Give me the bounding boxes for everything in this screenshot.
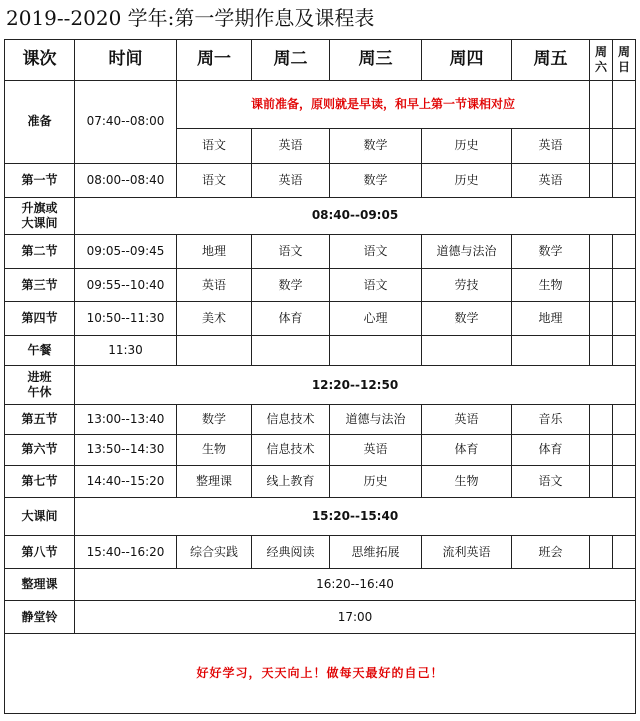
period-label: 第七节 xyxy=(5,465,75,497)
cell-empty xyxy=(590,536,613,568)
noon-label xyxy=(5,366,75,405)
subject-cell: 信息技术 xyxy=(252,435,330,465)
period-row xyxy=(5,302,636,335)
tidy-label: 整理课 xyxy=(5,568,75,600)
subject-cell: 语文 xyxy=(330,269,422,302)
subject-cell: 数学 xyxy=(330,163,422,197)
big-break-label: 大课间 xyxy=(5,497,75,536)
cell-empty xyxy=(177,335,252,365)
subject-cell: 综合实践 xyxy=(177,536,252,568)
period-label: 第六节 xyxy=(5,435,75,465)
period-time: 10:50--11:30 xyxy=(75,302,177,335)
subject-cell: 语文 xyxy=(177,129,252,163)
cell-empty xyxy=(590,163,613,197)
lunch-label: 午餐 xyxy=(5,335,75,365)
period-row xyxy=(5,269,636,302)
period-time: 13:50--14:30 xyxy=(75,435,177,465)
period-row xyxy=(5,435,636,465)
header-thu: 周四 xyxy=(422,40,512,81)
prep-label: 准备 xyxy=(5,80,75,163)
cell-empty xyxy=(613,404,636,434)
period-row xyxy=(5,465,636,497)
subject-cell: 线上教育 xyxy=(252,465,330,497)
cell-empty xyxy=(590,129,613,163)
subject-cell: 地理 xyxy=(512,302,590,335)
cell-empty xyxy=(590,335,613,365)
subject-cell: 生物 xyxy=(422,465,512,497)
cell-empty xyxy=(590,269,613,302)
noon-time: 12:20--12:50 xyxy=(75,366,636,405)
cell-empty xyxy=(590,80,613,129)
cell-empty xyxy=(613,269,636,302)
cell-empty xyxy=(330,335,422,365)
subject-cell: 体育 xyxy=(512,435,590,465)
period-label: 第四节 xyxy=(5,302,75,335)
subject-cell: 道德与法治 xyxy=(330,404,422,434)
period-time: 13:00--13:40 xyxy=(75,404,177,434)
period-label: 第一节 xyxy=(5,163,75,197)
flag-break-row xyxy=(5,198,636,234)
subject-cell: 体育 xyxy=(422,435,512,465)
cell-empty xyxy=(590,404,613,434)
cell-empty xyxy=(613,302,636,335)
tidy-time: 16:20--16:40 xyxy=(75,568,636,600)
big-break-time: 15:20--15:40 xyxy=(75,497,636,536)
subject-cell: 体育 xyxy=(252,302,330,335)
period-time: 09:55--10:40 xyxy=(75,269,177,302)
period-time: 09:05--09:45 xyxy=(75,234,177,268)
cell-empty xyxy=(590,465,613,497)
subject-cell: 生物 xyxy=(512,269,590,302)
period-time: 14:40--15:20 xyxy=(75,465,177,497)
period-row xyxy=(5,536,636,568)
cell-empty xyxy=(613,163,636,197)
header-sat-label: 周 六 xyxy=(594,45,607,74)
quiet-row xyxy=(5,601,636,633)
subject-cell: 英语 xyxy=(512,129,590,163)
subject-cell: 经典阅读 xyxy=(252,536,330,568)
header-mon: 周一 xyxy=(177,40,252,81)
subject-cell: 英语 xyxy=(177,269,252,302)
subject-cell: 心理 xyxy=(330,302,422,335)
subject-cell: 英语 xyxy=(252,163,330,197)
subject-cell: 音乐 xyxy=(512,404,590,434)
header-sun xyxy=(613,40,636,81)
header-lesson: 课次 xyxy=(5,40,75,81)
subject-cell: 数学 xyxy=(422,302,512,335)
period-row xyxy=(5,163,636,197)
noon-label-text: 进班 午休 xyxy=(27,370,52,400)
quiet-time: 17:00 xyxy=(75,601,636,633)
subject-cell: 整理课 xyxy=(177,465,252,497)
subject-cell: 道德与法治 xyxy=(422,234,512,268)
subject-cell: 思维拓展 xyxy=(330,536,422,568)
subject-cell: 数学 xyxy=(512,234,590,268)
flag-break-label xyxy=(5,198,75,234)
subject-cell: 地理 xyxy=(177,234,252,268)
cell-empty xyxy=(613,234,636,268)
prep-time: 07:40--08:00 xyxy=(75,80,177,163)
schedule-table xyxy=(4,39,636,714)
subject-cell: 历史 xyxy=(422,129,512,163)
subject-cell: 语文 xyxy=(512,465,590,497)
big-break-row xyxy=(5,497,636,536)
header-time: 时间 xyxy=(75,40,177,81)
header-sat xyxy=(590,40,613,81)
subject-cell: 语文 xyxy=(252,234,330,268)
subject-cell: 劳技 xyxy=(422,269,512,302)
flag-break-label-text: 升旗或 大课间 xyxy=(21,200,58,230)
subject-cell: 语文 xyxy=(177,163,252,197)
cell-empty xyxy=(613,129,636,163)
cell-empty xyxy=(613,435,636,465)
header-tue: 周二 xyxy=(252,40,330,81)
subject-cell: 美术 xyxy=(177,302,252,335)
cell-empty xyxy=(422,335,512,365)
motto-text: 好好学习，天天向上！做每天最好的自己！ xyxy=(5,633,636,713)
subject-cell: 历史 xyxy=(422,163,512,197)
subject-cell: 英语 xyxy=(512,163,590,197)
subject-cell: 历史 xyxy=(330,465,422,497)
cell-empty xyxy=(613,465,636,497)
subject-cell: 英语 xyxy=(252,129,330,163)
subject-cell: 英语 xyxy=(330,435,422,465)
subject-cell: 信息技术 xyxy=(252,404,330,434)
subject-cell: 数学 xyxy=(177,404,252,434)
subject-cell: 语文 xyxy=(330,234,422,268)
quiet-label: 静堂铃 xyxy=(5,601,75,633)
subject-cell: 英语 xyxy=(422,404,512,434)
subject-cell: 班会 xyxy=(512,536,590,568)
subject-cell: 数学 xyxy=(330,129,422,163)
page-title: 2019--2020 学年:第一学期作息及课程表 xyxy=(6,6,375,30)
period-time: 15:40--16:20 xyxy=(75,536,177,568)
period-label: 第二节 xyxy=(5,234,75,268)
lunch-row xyxy=(5,335,636,365)
noon-row xyxy=(5,366,636,405)
cell-empty xyxy=(590,302,613,335)
motto-row xyxy=(5,633,636,713)
period-label: 第五节 xyxy=(5,404,75,434)
prep-row xyxy=(5,80,636,129)
period-row xyxy=(5,234,636,268)
period-label: 第八节 xyxy=(5,536,75,568)
header-sun-label: 周 日 xyxy=(617,45,630,74)
header-row xyxy=(5,40,636,81)
subject-cell: 流利英语 xyxy=(422,536,512,568)
period-time: 08:00--08:40 xyxy=(75,163,177,197)
header-fri: 周五 xyxy=(512,40,590,81)
subject-cell: 数学 xyxy=(252,269,330,302)
prep-note: 课前准备，原则就是早读，和早上第一节课相对应 xyxy=(177,80,590,129)
tidy-row xyxy=(5,568,636,600)
cell-empty xyxy=(590,435,613,465)
cell-empty xyxy=(613,536,636,568)
cell-empty xyxy=(590,234,613,268)
period-label: 第三节 xyxy=(5,269,75,302)
cell-empty xyxy=(613,335,636,365)
lunch-time: 11:30 xyxy=(75,335,177,365)
cell-empty xyxy=(252,335,330,365)
period-row xyxy=(5,404,636,434)
subject-cell: 生物 xyxy=(177,435,252,465)
header-wed: 周三 xyxy=(330,40,422,81)
flag-break-time: 08:40--09:05 xyxy=(75,198,636,234)
cell-empty xyxy=(613,80,636,129)
cell-empty xyxy=(512,335,590,365)
